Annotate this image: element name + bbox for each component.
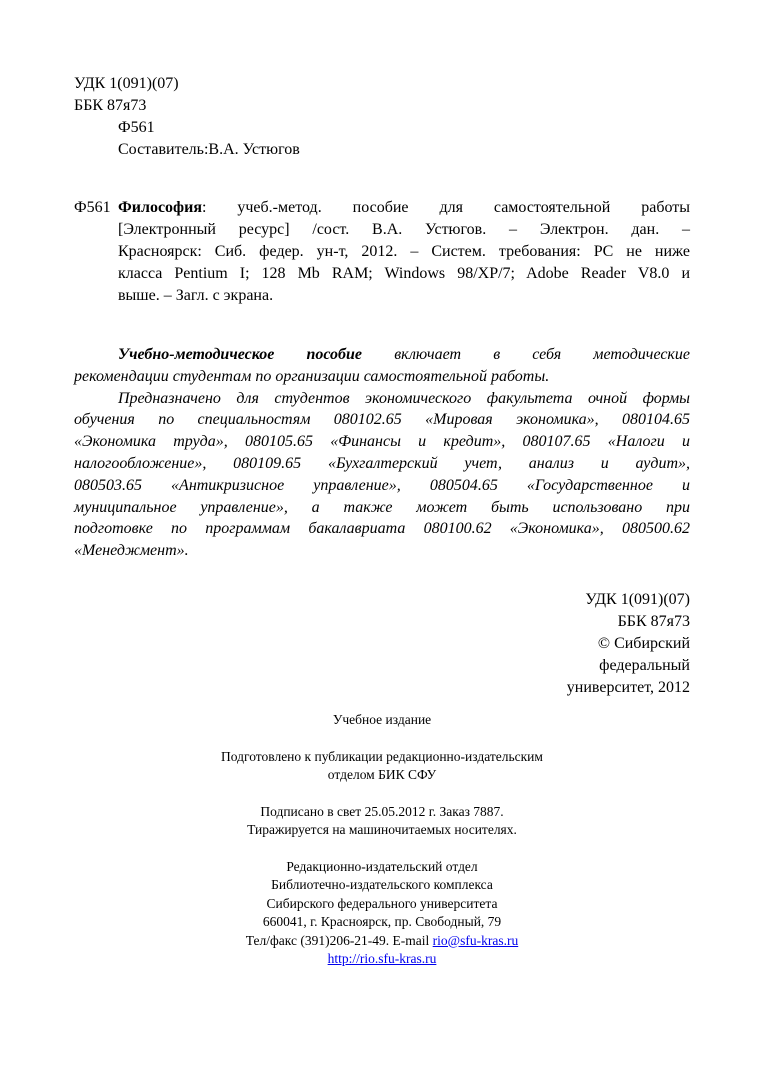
annotation-line-5: «Экономика труда», 080105.65 «Финансы и кредит», 080107.65 «Налоги и bbox=[74, 433, 690, 451]
udk-code: УДК 1(091)(07) bbox=[74, 75, 179, 92]
bibliographic-description bbox=[74, 197, 690, 307]
bbk-code: ББК 87я73 bbox=[74, 97, 147, 114]
replicated-line: Тиражируется на машиночитаемых носителях. bbox=[247, 822, 517, 837]
copyright-line-2: федеральный bbox=[599, 657, 690, 674]
edition-type: Учебное издание bbox=[332, 712, 432, 727]
compiler-line: Составитель:В.А. Устюгов bbox=[118, 141, 300, 158]
annotation-bold-start: Учебно-методическое пособие bbox=[118, 346, 363, 363]
copyright-block bbox=[567, 589, 690, 699]
copyright-line-1: © Сибирский bbox=[597, 635, 690, 652]
email-link[interactable]: rio@sfu-kras.ru bbox=[432, 932, 519, 948]
biblio-line-2: [Электронный ресурс] /сост. В.А. Устюгов. – Электрон. дан. – bbox=[118, 221, 690, 238]
copyright-udk: УДК 1(091)(07) bbox=[585, 591, 690, 608]
author-mark: Ф561 bbox=[118, 119, 155, 136]
annotation-line-4: обучения по специальностям 080102.65 «Мировая экономика», 080104.65 bbox=[74, 411, 690, 429]
classification-block bbox=[74, 73, 300, 161]
annotation-line-3: Предназначено для студентов экономического факультета очной формы bbox=[118, 389, 690, 407]
prepared-line-2: отделом БИК СФУ bbox=[327, 767, 437, 782]
address-line: 660041, г. Красноярск, пр. Свободный, 79 bbox=[262, 914, 502, 929]
prepared-line-1: Подготовлено к публикации редакционно-издательским bbox=[221, 748, 543, 764]
book-title: Философия bbox=[118, 199, 202, 216]
annotation-line-9: подготовке по программам бакалавриата 080100.62 «Экономика», 080500.62 bbox=[74, 520, 690, 538]
copyright-line-3: университет, 2012 bbox=[566, 679, 690, 696]
imprint-block bbox=[74, 711, 690, 969]
department-line-3: Сибирского федерального университета bbox=[266, 895, 498, 911]
annotation-line-2: рекомендации студентам по организации самостоятельной работы. bbox=[74, 367, 550, 385]
annotation-line-1: Учебно-методическое пособие включает в себя методические bbox=[118, 346, 691, 363]
annotation-line-10: «Менеджмент». bbox=[74, 542, 189, 560]
annotation-line-7: 080503.65 «Антикризисное управление», 080504.65 «Государственное и bbox=[74, 476, 690, 494]
biblio-line-1: Философия: учеб.-метод. пособие для самостоятельной работы bbox=[118, 199, 690, 216]
biblio-line-3: Красноярск: Сиб. федер. ун-т, 2012. – Систем. требования: PC не ниже bbox=[118, 243, 690, 260]
annotation-line-8: муниципальное управление», а также может быть использовано при bbox=[74, 498, 690, 516]
annotation bbox=[74, 344, 690, 562]
biblio-line-5: выше. – Загл. с экрана. bbox=[118, 287, 274, 304]
department-line-2: Библиотечно-издательского комплекса bbox=[271, 877, 493, 892]
signed-line: Подписано в свет 25.05.2012 г. Заказ 7887. bbox=[260, 803, 504, 819]
department-line-1: Редакционно-издательский отдел bbox=[286, 858, 478, 874]
copyright-bbk: ББК 87я73 bbox=[617, 613, 690, 630]
biblio-line-4: класса Pentium I; 128 Mb RAM; Windows 98/XP/7; Adobe Reader V8.0 и bbox=[118, 265, 690, 282]
biblio-code: Ф561 bbox=[74, 199, 111, 216]
annotation-line-6: налогообложение», 080109.65 «Бухгалтерский учет, анализ и аудит», bbox=[74, 454, 690, 472]
website-link[interactable]: http://rio.sfu-kras.ru bbox=[327, 951, 437, 966]
contact-line: Тел/факс (391)206-21-49. E-mail rio@sfu-kras.ru bbox=[245, 932, 519, 948]
